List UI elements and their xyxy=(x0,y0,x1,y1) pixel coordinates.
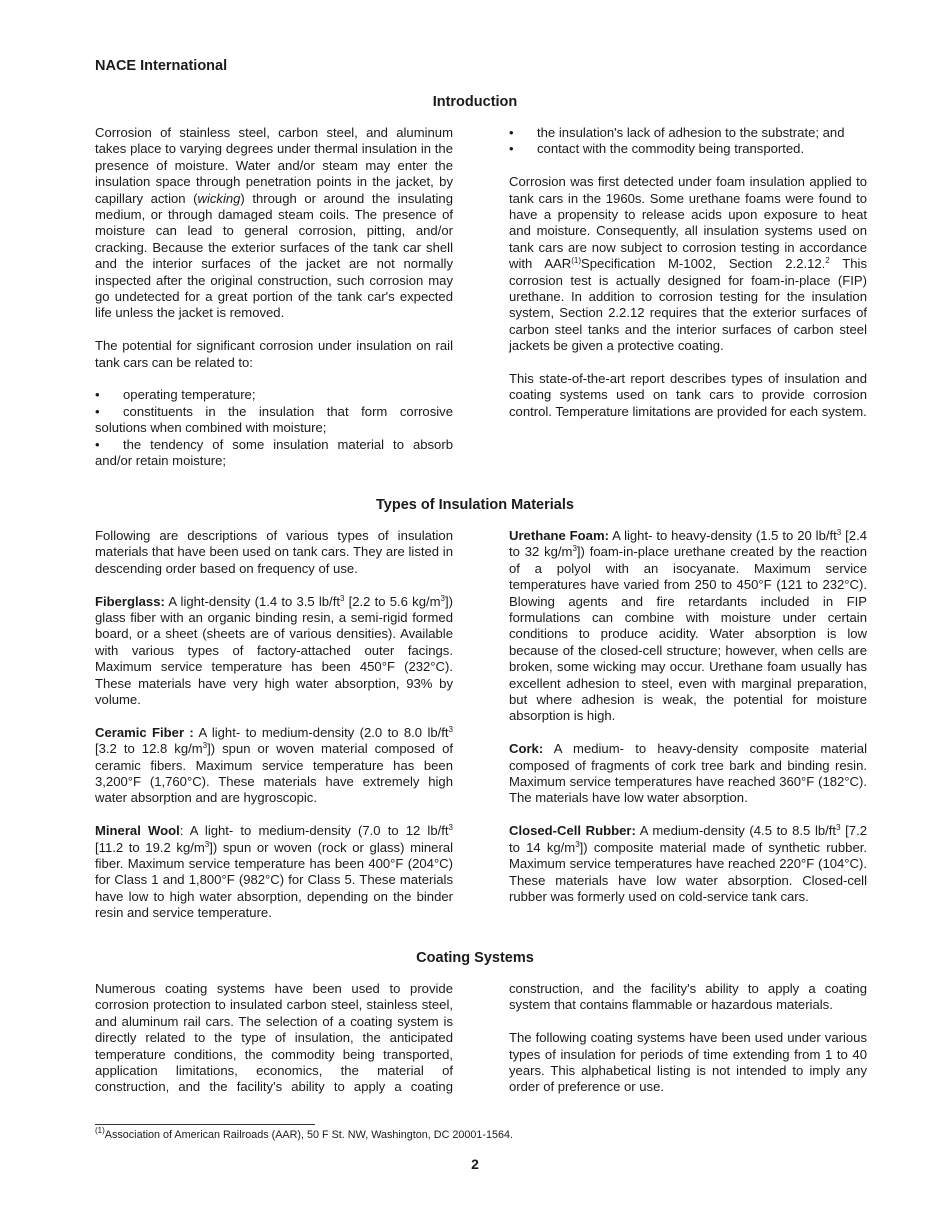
cork-entry: Cork: A medium- to heavy-density composite material composed of fragments of cork tree bark and binding resin. Maximum service temperatures have reached 360°F (182°C). The materials have low water absorption. xyxy=(509,741,867,806)
coating-paragraph-2: The following coating systems have been used under various types of insulation for periods of time extending from 1 to 40 years. This alphabetical listing is not intended to imply any order of preference or use. xyxy=(509,1030,867,1095)
types-left-column xyxy=(95,528,453,938)
bullet-glyph: • xyxy=(509,125,514,140)
introduction-paragraph-3: Corrosion was first detected under foam insulation applied to tank cars in the 1960s. Some urethane foams were found to have a propensity to release acids upon exposure to heat and moisture. Consequently, all insulation systems used on tank cars are now subject to corrosion testing in accordance with AAR$^{(1)}$Specification M-1002, Section 2.2.12.$^2$ This corrosion test is actually designed for foam-in-place (FIP) urethane. In addition to corrosion testing for the insulation system, Section 2.2.12 requires that the exterior surfaces of carbon steel tanks and the interior surfaces of carbon steel jackets be given a protective coating. xyxy=(509,174,868,354)
types-title: Types of Insulation Materials xyxy=(376,497,574,513)
coating-left-column xyxy=(95,981,453,1096)
fiberglass-entry: Fiberglass: A light-density (1.4 to 3.5 $lb/ft^3$ [2.2 to 5.6 $kg/m^3$]) glass fiber with an organic binding resin, a semi-rigid formed board, or a sheet (sheets are of various densities). Available with various types of factory-attached outer facings. Maximum service temperature has been 450°F (232°C). These materials have very high water absorption, 93% by volume. xyxy=(95,593,453,708)
coating-paragraph-1-part-1: Numerous coating systems have been used to provide corrosion protection to insulated carbon steel, stainless steel, and aluminum rail cars. The selection of a coating system is directly related to the type of insulation, the anticipated temperature conditions, the commodity being transported, application limitations, economics, the material of construction, and the facility's ability to apply a coating xyxy=(95,981,453,1095)
coating-title: Coating Systems xyxy=(416,950,534,966)
bullet-glyph: • xyxy=(95,387,100,403)
closed-cell-rubber-entry: Closed-Cell Rubber: A medium-density (4.5 to 8.5 $lb/ft^3$ [7.2 to 14 $kg/m^3$]) composite material made of synthetic rubber. Maximum service temperatures have reached 220°F (104°C). These materials have low water absorption. Closed-cell rubber was formerly used on cold-service tank cars. xyxy=(509,823,868,904)
coating-right-column xyxy=(509,981,867,1096)
bullet-item: • the insulation's lack of adhesion to the substrate; and xyxy=(509,125,845,140)
running-header: NACE International xyxy=(95,58,228,74)
footnote xyxy=(95,1126,514,1141)
mineral-wool-term: Mineral Wool xyxy=(95,823,180,839)
footnote-rule xyxy=(95,1124,315,1125)
fiberglass-term: Fiberglass: xyxy=(95,593,165,609)
page-number: 2 xyxy=(471,1156,479,1172)
footnote-reference: (1) xyxy=(571,256,582,266)
urethane-foam-entry: Urethane Foam: A light- to heavy-density (1.5 to 20 $lb/ft^3$ [2.4 to 32 $kg/m^3$]) foam-in-place urethane created by the reaction of a polyol with an isocyanate. Maximum service temperatures have varied from 250 to 450°F (121 to 232°C). Blowing agents and fire retardants included in FIP formulations can combine with moisture under certain conditions to produce acidity. Water absorption is low because of the closed-cell structure; however, when cells are broken, some wicking may occur. Urethane foam usually has excellent adhesion to steel, even with marginal preparation, but where adhesion is weak, the potential for moisture absorption is high. xyxy=(509,528,867,724)
bullet-item: • the tendency of some insulation material to absorb and/or retain moisture; xyxy=(95,436,453,469)
bullet-item: • operating temperature; xyxy=(95,387,256,403)
reference-number: 2 xyxy=(825,256,830,266)
coating-paragraph-1-part-2: construction, and the facility's ability to apply a coating system that contains flammable or hazardous materials. xyxy=(509,981,867,1013)
ceramic-fiber-entry: Ceramic Fiber : A light- to medium-density (2.0 to 8.0 $lb/ft^3$ [3.2 to 12.8 $kg/m^3$]) spun or woven material composed of ceramic fibers. Maximum service temperature has been 3,200°F (1,760°C). These materials have extremely high water absorption and are hygroscopic. xyxy=(95,724,453,806)
introduction-paragraph-2: The potential for significant corrosion under insulation on rail tank cars can be related to: xyxy=(95,338,453,370)
coating-paragraph-1-part-2-wrapper xyxy=(509,981,867,1096)
bullet-glyph: • xyxy=(95,403,100,419)
closed-cell-rubber-term: Closed-Cell Rubber: xyxy=(509,823,636,839)
introduction-paragraph-4: This state-of-the-art report describes types of insulation and coating systems used on tank cars to provide corrosion control. Temperature limitations are provided for each system. xyxy=(509,371,867,419)
mineral-wool-entry: Mineral Wool: A light- to medium-density (7.0 to 12 $lb/ft^3$ [11.2 to 19.2 $kg/m^3$]) spun or woven (rock or glass) mineral fiber. Maximum service temperature has been 400°F (204°C) for Class 1 and 1,800°F (982°C) for Class 5. These materials have low to high water absorption, depending on the binder resin and service temperature. xyxy=(95,823,454,921)
introduction-title: Introduction xyxy=(432,94,518,110)
types-right-column xyxy=(509,528,867,922)
types-intro: Following are descriptions of various types of insulation materials that have been used on tank cars. They are listed in descending order based on frequency of use. xyxy=(95,528,453,576)
ceramic-fiber-term: Ceramic Fiber : xyxy=(95,724,194,740)
emphasis-wicking: wicking xyxy=(197,190,241,206)
bullet-glyph: • xyxy=(95,436,100,452)
urethane-foam-term: Urethane Foam: xyxy=(509,528,609,543)
cork-term: Cork: xyxy=(509,741,544,757)
bullet-glyph: • xyxy=(509,141,514,157)
introduction-left-column xyxy=(95,125,453,470)
introduction-right-column xyxy=(509,125,867,437)
bullet-item: • contact with the commodity being transported. xyxy=(509,141,805,157)
footnote-mark: (1) xyxy=(95,1126,105,1135)
footnote-text: Association of American Railroads (AAR), 50 F St. NW, Washington, DC 20001-1564. xyxy=(104,1129,514,1141)
bullet-item: • constituents in the insulation that form corrosive solutions when combined with moisture; xyxy=(95,403,453,436)
introduction-paragraph-1: Corrosion of stainless steel, carbon steel, and aluminum takes place to varying degrees under thermal insulation in the presence of moisture. Water and/or steam may enter the insulation space through penetration points in the jacket, by capillary action (wicking) through or around the insulating medium, or through damaged steam coils. The presence of moisture can lead to general corrosion, pitting, and/or cracking. Because the exterior surfaces of the tank car shell and the interior surfaces of the jacket are not normally inspected after the original construction, such corrosion may go undetected for a great portion of the tank car's expected life unless the jacket is removed. xyxy=(95,125,453,321)
